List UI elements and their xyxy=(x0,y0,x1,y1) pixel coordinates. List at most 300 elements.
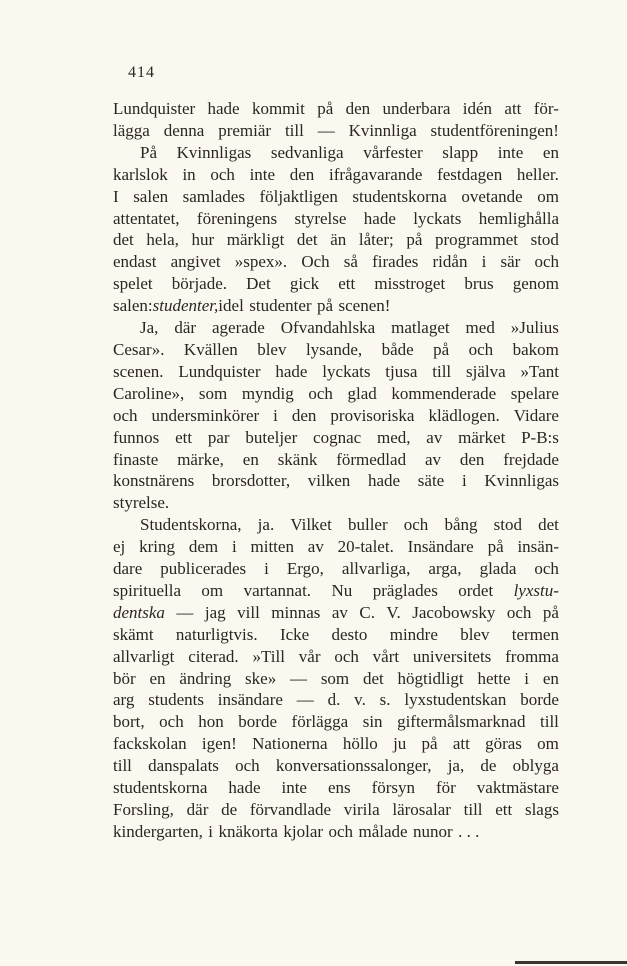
word: Och xyxy=(301,252,330,272)
word: på xyxy=(421,734,438,754)
word: hur xyxy=(191,230,215,250)
word: heller. xyxy=(516,164,559,184)
word: hon xyxy=(198,712,224,732)
word: för- xyxy=(533,99,559,118)
word: som xyxy=(198,383,228,403)
word: en xyxy=(242,449,259,469)
word: på xyxy=(433,339,450,359)
word: med xyxy=(465,318,495,338)
word: ja. xyxy=(257,515,275,535)
word: av xyxy=(331,602,348,622)
word: att xyxy=(504,99,522,118)
word: lyckats xyxy=(322,361,371,381)
word: till xyxy=(284,120,304,140)
word: säte xyxy=(417,471,445,491)
word: insändare xyxy=(217,690,283,710)
word: kindergarten, xyxy=(113,821,203,841)
word: styrelse. xyxy=(113,493,170,513)
word: hade xyxy=(363,208,396,228)
word: idel xyxy=(218,296,244,316)
word: bort, xyxy=(113,712,145,732)
word: stod xyxy=(493,515,522,535)
body-text xyxy=(113,98,559,843)
word: förmedlad xyxy=(336,449,407,469)
word: på xyxy=(317,99,334,118)
word: göras xyxy=(485,734,522,754)
word: till xyxy=(463,800,483,819)
word: en xyxy=(542,142,559,162)
word: hade xyxy=(275,361,308,381)
text-line xyxy=(113,602,559,624)
word: konstnärens xyxy=(113,471,195,491)
word: konversationssalonger, xyxy=(275,756,432,776)
word: bör xyxy=(113,668,136,688)
word: vilken xyxy=(307,471,351,491)
word: Ofvandahlska xyxy=(280,318,376,338)
word: ja, xyxy=(447,756,465,776)
text-line xyxy=(113,120,559,142)
word: och xyxy=(210,164,235,184)
word: inte xyxy=(281,778,307,798)
word: I xyxy=(113,186,119,206)
word: om xyxy=(537,734,559,754)
word: det xyxy=(113,230,134,250)
word: lyckats xyxy=(413,208,462,228)
word: och xyxy=(468,339,494,359)
text-line xyxy=(113,536,559,558)
word: fromma xyxy=(505,646,559,666)
word: om xyxy=(537,186,559,206)
word: lyxstudentskan xyxy=(404,690,507,710)
word: spelare xyxy=(510,383,559,403)
word: Caroline», xyxy=(113,383,185,403)
word: ordet xyxy=(458,580,494,600)
word: buller xyxy=(347,515,388,535)
word: den xyxy=(459,449,485,469)
word: angivet xyxy=(170,252,221,272)
text-line xyxy=(113,558,559,580)
word: den xyxy=(345,99,371,118)
word: i xyxy=(524,668,530,688)
word: lysande, xyxy=(305,339,363,359)
word: föreningens xyxy=(196,208,278,228)
text-line xyxy=(113,449,559,471)
word: arga, xyxy=(428,559,462,579)
word: lägga xyxy=(113,120,150,140)
word: vårfester xyxy=(363,142,423,162)
word: följaktligen xyxy=(259,186,338,206)
text-line xyxy=(113,580,559,602)
word: kommenderade xyxy=(391,383,497,403)
word: dem xyxy=(188,537,219,557)
word: På xyxy=(140,142,157,162)
text-line xyxy=(113,142,559,164)
word: karlslok xyxy=(113,164,168,184)
word: tjusa xyxy=(385,361,418,381)
word: och xyxy=(534,252,559,272)
word: hade xyxy=(207,99,240,118)
word: undersminkörer xyxy=(151,405,260,425)
word: V. xyxy=(386,602,401,622)
word: finaste xyxy=(113,449,159,469)
word: gick xyxy=(289,274,320,294)
word: termen xyxy=(511,624,559,644)
word: ridån xyxy=(432,252,468,272)
word: publicerades xyxy=(160,559,247,579)
word: att xyxy=(452,734,470,754)
word: ändring xyxy=(179,668,232,688)
text-line xyxy=(113,514,559,536)
word: ske» xyxy=(245,668,277,688)
bottom-rule xyxy=(515,961,627,964)
word: knäkorta xyxy=(218,821,278,841)
word: oblyga xyxy=(512,756,559,776)
word: endast xyxy=(113,252,157,272)
word: Ergo, xyxy=(286,559,324,579)
word: lärosalar xyxy=(392,800,451,819)
word: samlades xyxy=(182,186,245,206)
text-line xyxy=(113,339,559,361)
word: v. xyxy=(354,690,366,710)
word: på xyxy=(542,602,559,622)
word: studenter xyxy=(249,296,312,316)
word: . . . xyxy=(458,821,480,841)
word: Nationerna xyxy=(252,734,328,754)
word: scenen! xyxy=(338,296,391,316)
word: i xyxy=(231,537,237,557)
text-line xyxy=(113,361,559,383)
word: i xyxy=(264,559,269,579)
word: där xyxy=(174,318,197,338)
word: agerade xyxy=(211,318,265,338)
word: för xyxy=(436,778,456,798)
word: hela, xyxy=(146,230,179,250)
word: sär xyxy=(500,252,521,272)
word: underbara xyxy=(382,99,451,118)
page-number: 414 xyxy=(128,64,155,81)
word: själva xyxy=(466,361,506,381)
word: Vilket xyxy=(290,515,332,535)
word: de xyxy=(221,800,238,819)
word: myndig xyxy=(241,383,294,403)
word: av xyxy=(424,449,441,469)
word: salen: xyxy=(113,296,153,316)
word: »Julius xyxy=(510,318,559,338)
word: spelet xyxy=(113,274,153,294)
word: students xyxy=(148,690,204,710)
text-line xyxy=(113,186,559,208)
word: P-B:s xyxy=(521,427,559,447)
word: på xyxy=(487,537,504,557)
word: skänk xyxy=(277,449,318,469)
word: mitten xyxy=(250,537,294,557)
word: som xyxy=(320,668,350,688)
text-line xyxy=(113,427,559,449)
word: jag xyxy=(204,602,226,622)
word: »Tant xyxy=(520,361,559,381)
word: började. xyxy=(171,274,228,294)
word: högtidligt xyxy=(397,668,464,688)
word: nunor xyxy=(413,821,453,841)
word: lyxstu- xyxy=(513,580,559,600)
word: studentskorna xyxy=(113,778,208,798)
word: märke, xyxy=(177,449,224,469)
word: allvarligt xyxy=(113,646,175,666)
word: Lundquister xyxy=(113,99,196,118)
word: förlägga xyxy=(291,712,349,732)
word: och xyxy=(328,821,354,841)
text-line xyxy=(113,646,559,668)
word: desto xyxy=(331,624,368,644)
text-line xyxy=(113,733,559,755)
word: insän- xyxy=(517,537,559,557)
word: och xyxy=(334,646,359,666)
word: virila xyxy=(343,800,380,819)
word: mindre xyxy=(389,624,438,644)
word: borde xyxy=(238,712,277,732)
word: studentföreningen! xyxy=(430,120,559,140)
word: Kvällen xyxy=(183,339,238,359)
word: den xyxy=(291,405,317,425)
word: universitets xyxy=(412,646,492,666)
word: i xyxy=(481,252,487,272)
text-line xyxy=(113,405,559,427)
word: Forsling, xyxy=(113,800,174,819)
text-line xyxy=(113,668,559,690)
word: märkligt xyxy=(226,230,285,250)
word: — xyxy=(176,602,194,622)
word: till xyxy=(540,712,559,732)
word: spirituella xyxy=(113,580,181,600)
text-line xyxy=(113,689,559,711)
word: matlaget xyxy=(391,318,450,338)
word: vaktmästare xyxy=(476,778,559,798)
word: 20-talet. xyxy=(337,537,394,557)
word: och xyxy=(534,559,559,579)
word: slapp xyxy=(442,142,479,162)
word: in xyxy=(182,164,196,184)
word: ovetande xyxy=(461,186,523,206)
text-line xyxy=(113,492,559,514)
word: Vidare xyxy=(513,405,559,425)
word: Kvinnligas xyxy=(484,471,559,491)
text-line xyxy=(113,273,559,295)
word: ju xyxy=(393,734,407,754)
word: salen xyxy=(133,186,169,206)
word: så xyxy=(343,252,358,272)
word: märket xyxy=(458,427,506,447)
word: Nu xyxy=(331,580,353,600)
word: det xyxy=(296,230,318,250)
word: allvarliga, xyxy=(341,559,411,579)
word: Cesar». xyxy=(113,339,165,359)
word: vårt xyxy=(372,646,400,666)
word: det xyxy=(362,668,384,688)
word: den xyxy=(289,164,315,184)
word: inte xyxy=(249,164,276,184)
word: brus xyxy=(464,274,494,294)
word: det xyxy=(538,515,559,535)
word: glada xyxy=(479,559,517,579)
word: programmet xyxy=(434,230,519,250)
word: citerad. xyxy=(188,646,239,666)
word: Studentskorna, xyxy=(140,515,242,535)
word: minnas xyxy=(271,602,321,622)
word: hade xyxy=(368,471,401,491)
text-line xyxy=(113,295,559,317)
word: ens xyxy=(327,778,351,798)
word: slags xyxy=(524,800,559,819)
word: ett xyxy=(175,427,193,447)
word: buteljer xyxy=(245,427,298,447)
word: av xyxy=(426,427,443,447)
word: fackskolan xyxy=(113,734,187,754)
word: försyn xyxy=(371,778,416,798)
text-line xyxy=(113,383,559,405)
word: Det xyxy=(246,274,271,294)
word: scenen. xyxy=(113,361,164,381)
word: glad xyxy=(347,383,377,403)
word: målade xyxy=(358,821,408,841)
word: hemlighålla xyxy=(478,208,559,228)
text-line xyxy=(113,755,559,777)
word: s. xyxy=(379,690,391,710)
word: naturligtvis. xyxy=(175,624,258,644)
word: — xyxy=(290,668,308,688)
word: Icke xyxy=(279,624,310,644)
word: studenter, xyxy=(152,296,219,316)
word: misstroget xyxy=(374,274,446,294)
word: på xyxy=(317,296,334,316)
word: sedvanliga xyxy=(270,142,344,162)
text-line xyxy=(113,711,559,733)
text-line xyxy=(113,164,559,186)
word: festdagen xyxy=(437,164,503,184)
word: klädlogen. xyxy=(428,405,500,425)
text-line xyxy=(113,317,559,339)
word: Kvinnliga xyxy=(348,120,417,140)
word: vår xyxy=(298,646,321,666)
text-line xyxy=(113,98,559,120)
word: Insändare xyxy=(407,537,474,557)
word: ett xyxy=(495,800,513,819)
word: giftermålsmarknad xyxy=(397,712,526,732)
word: par xyxy=(207,427,230,447)
word: firades xyxy=(372,252,419,272)
word: än xyxy=(330,230,347,250)
word: skämt xyxy=(113,624,154,644)
word: C. xyxy=(359,602,375,622)
word: kjolar xyxy=(283,821,324,841)
word: bakom xyxy=(512,339,559,359)
text-line xyxy=(113,251,559,273)
word: — xyxy=(296,690,314,710)
word: attentatet, xyxy=(113,208,180,228)
word: i xyxy=(461,471,467,491)
word: förvandlade xyxy=(249,800,332,819)
word: blev xyxy=(257,339,287,359)
word: av xyxy=(307,537,324,557)
word: arg xyxy=(113,690,135,710)
word: där xyxy=(186,800,209,819)
word: igen! xyxy=(201,734,237,754)
word: en xyxy=(542,668,559,688)
text-line xyxy=(113,208,559,230)
word: och xyxy=(506,602,532,622)
word: höllo xyxy=(342,734,378,754)
word: premiär xyxy=(218,120,272,140)
word: på xyxy=(406,230,423,250)
word: borde xyxy=(520,690,559,710)
text-line xyxy=(113,229,559,251)
word: frejdade xyxy=(503,449,559,469)
word: idén xyxy=(462,99,493,118)
word: och xyxy=(235,756,260,776)
text-line xyxy=(113,821,559,843)
text-line xyxy=(113,470,559,492)
word: danspalats xyxy=(148,756,219,776)
word: funnos xyxy=(113,427,160,447)
word: d. xyxy=(327,690,341,710)
word: kring xyxy=(139,537,175,557)
word: de xyxy=(480,756,497,776)
word: genom xyxy=(512,274,559,294)
word: Lundquister xyxy=(178,361,261,381)
word: både xyxy=(381,339,414,359)
word: hade xyxy=(228,778,261,798)
word: och xyxy=(403,515,429,535)
word: vill xyxy=(237,602,260,622)
word: Ja, xyxy=(140,318,159,338)
word: hette xyxy=(477,668,511,688)
word: dentska xyxy=(113,602,165,622)
word: provisoriska xyxy=(330,405,415,425)
word: ett xyxy=(338,274,356,294)
word: kommit xyxy=(251,99,305,118)
text-line xyxy=(113,799,559,821)
word: — xyxy=(317,120,335,140)
word: ifrågavarande xyxy=(328,164,423,184)
word: denna xyxy=(163,120,205,140)
word: Kvinnligas xyxy=(176,142,252,162)
word: till xyxy=(432,361,452,381)
word: i xyxy=(273,405,278,425)
word: bång xyxy=(444,515,478,535)
word: en xyxy=(149,668,166,688)
word: cognac xyxy=(313,427,362,447)
word: och xyxy=(159,712,184,732)
word: och xyxy=(308,383,333,403)
word: om xyxy=(201,580,224,600)
word: »Till xyxy=(252,646,285,666)
text-line xyxy=(113,624,559,646)
word: sin xyxy=(362,712,383,732)
word: styrelse xyxy=(294,208,347,228)
word: i xyxy=(208,821,214,841)
word: inte xyxy=(497,142,524,162)
word: blev xyxy=(460,624,490,644)
word: ej xyxy=(113,537,126,557)
word: till xyxy=(113,756,132,776)
word: med, xyxy=(376,427,411,447)
word: brorsdotter, xyxy=(211,471,291,491)
word: studentskorna xyxy=(352,186,447,206)
word: Jacobowsky xyxy=(412,602,496,622)
word: »spex». xyxy=(234,252,288,272)
word: dare xyxy=(113,559,143,579)
word: vartannat. xyxy=(243,580,312,600)
word: präglades xyxy=(372,580,438,600)
